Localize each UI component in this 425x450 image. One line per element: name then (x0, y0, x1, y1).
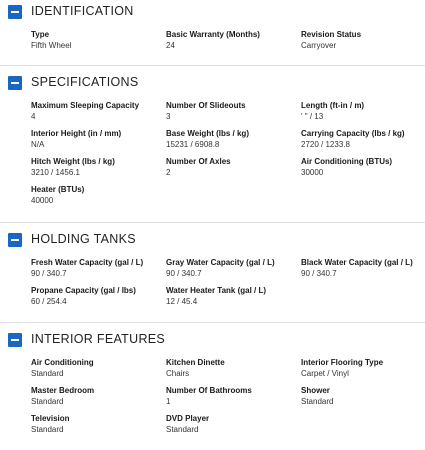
spec-value: Chairs (166, 369, 190, 378)
spec-value: 40000 (31, 196, 54, 205)
spec-label: Number Of Axles (166, 157, 231, 166)
spec-label: Revision Status (301, 30, 362, 39)
spec-value: N/A (31, 140, 45, 149)
spec-item-black-water-capacity-gal-l (301, 258, 425, 279)
section-header[interactable] (0, 330, 425, 352)
spec-label: Basic Warranty (Months) (166, 30, 260, 39)
spec-item-length-ft-in-m (301, 101, 425, 122)
spec-item-gray-water-capacity-gal-l (166, 258, 296, 279)
spec-item-air-conditioning (31, 358, 161, 379)
collapse-toggle-minus-icon[interactable] (8, 333, 22, 347)
spec-label: Gray Water Capacity (gal / L) (166, 258, 275, 267)
spec-label: Fresh Water Capacity (gal / L) (31, 258, 144, 267)
spec-label: Water Heater Tank (gal / L) (166, 286, 267, 295)
spec-label: Type (31, 30, 50, 39)
spec-item-maximum-sleeping-capacity (31, 101, 161, 122)
spec-item-type (31, 30, 161, 51)
spec-item-propane-capacity-gal-lbs (31, 286, 161, 307)
spec-item-hitch-weight-lbs-kg (31, 157, 161, 178)
section-divider (0, 222, 425, 223)
section-title: IDENTIFICATION (31, 4, 134, 18)
spec-value: 15231 / 6908.8 (166, 140, 220, 149)
section-title: SPECIFICATIONS (31, 75, 139, 89)
spec-label: Air Conditioning (BTUs) (301, 157, 393, 166)
spec-value: 30000 (301, 168, 324, 177)
spec-item-fresh-water-capacity-gal-l (31, 258, 161, 279)
spec-value: 3 (166, 112, 171, 121)
spec-item-master-bedroom (31, 386, 161, 407)
spec-item-number-of-slideouts (166, 101, 296, 122)
spec-label: Carrying Capacity (lbs / kg) (301, 129, 405, 138)
collapse-toggle-minus-icon[interactable] (8, 5, 22, 19)
spec-item-heater-btus (31, 185, 161, 206)
spec-item-carrying-capacity-lbs-kg (301, 129, 425, 150)
spec-label: Maximum Sleeping Capacity (31, 101, 140, 110)
spec-label: Base Weight (lbs / kg) (166, 129, 249, 138)
spec-value: 60 / 254.4 (31, 297, 67, 306)
spec-label: Heater (BTUs) (31, 185, 85, 194)
spec-label: Master Bedroom (31, 386, 95, 395)
spec-label: Length (ft-in / m) (301, 101, 365, 110)
spec-value: Standard (166, 425, 199, 434)
spec-value: 3210 / 1456.1 (31, 168, 80, 177)
spec-value: 90 / 340.7 (31, 269, 67, 278)
spec-item-number-of-axles (166, 157, 296, 178)
section-header[interactable] (0, 73, 425, 95)
spec-value: Standard (301, 397, 334, 406)
spec-value: 1 (166, 397, 171, 406)
spec-value: 90 / 340.7 (166, 269, 202, 278)
spec-label: Number Of Slideouts (166, 101, 246, 110)
section-header[interactable] (0, 2, 425, 24)
spec-label: Shower (301, 386, 330, 395)
spec-item-air-conditioning-btus (301, 157, 425, 178)
spec-label: Air Conditioning (31, 358, 94, 367)
spec-item-dvd-player (166, 414, 296, 435)
spec-value: Standard (31, 425, 64, 434)
spec-item-base-weight-lbs-kg (166, 129, 296, 150)
section-divider (0, 65, 425, 66)
spec-value: Standard (31, 369, 64, 378)
spec-item-water-heater-tank-gal-l (166, 286, 296, 307)
section-title: INTERIOR FEATURES (31, 332, 166, 346)
spec-item-television (31, 414, 161, 435)
collapse-toggle-minus-icon[interactable] (8, 233, 22, 247)
spec-value: 2 (166, 168, 171, 177)
spec-label: Interior Height (in / mm) (31, 129, 122, 138)
spec-value: Carryover (301, 41, 337, 50)
spec-value: 90 / 340.7 (301, 269, 337, 278)
spec-value: 24 (166, 41, 175, 50)
spec-label: Television (31, 414, 70, 423)
spec-value: Standard (31, 397, 64, 406)
section-title: HOLDING TANKS (31, 232, 136, 246)
spec-item-shower (301, 386, 425, 407)
spec-label: Kitchen Dinette (166, 358, 225, 367)
spec-item-kitchen-dinette (166, 358, 296, 379)
spec-item-basic-warranty-months (166, 30, 296, 51)
spec-value: Carpet / Vinyl (301, 369, 349, 378)
spec-item-interior-flooring-type (301, 358, 425, 379)
spec-value: 2720 / 1233.8 (301, 140, 350, 149)
spec-label: Interior Flooring Type (301, 358, 384, 367)
spec-value: 4 (31, 112, 36, 121)
collapse-toggle-minus-icon[interactable] (8, 76, 22, 90)
spec-label: Propane Capacity (gal / lbs) (31, 286, 136, 295)
spec-item-interior-height-in-mm (31, 129, 161, 150)
spec-value: Fifth Wheel (31, 41, 72, 50)
spec-label: Number Of Bathrooms (166, 386, 252, 395)
spec-item-number-of-bathrooms (166, 386, 296, 407)
spec-label: DVD Player (166, 414, 210, 423)
spec-value: 12 / 45.4 (166, 297, 198, 306)
section-header[interactable] (0, 230, 425, 252)
spec-label: Hitch Weight (lbs / kg) (31, 157, 115, 166)
spec-label: Black Water Capacity (gal / L) (301, 258, 413, 267)
spec-value: ' " / 13 (301, 112, 324, 121)
spec-item-revision-status (301, 30, 425, 51)
section-divider (0, 322, 425, 323)
